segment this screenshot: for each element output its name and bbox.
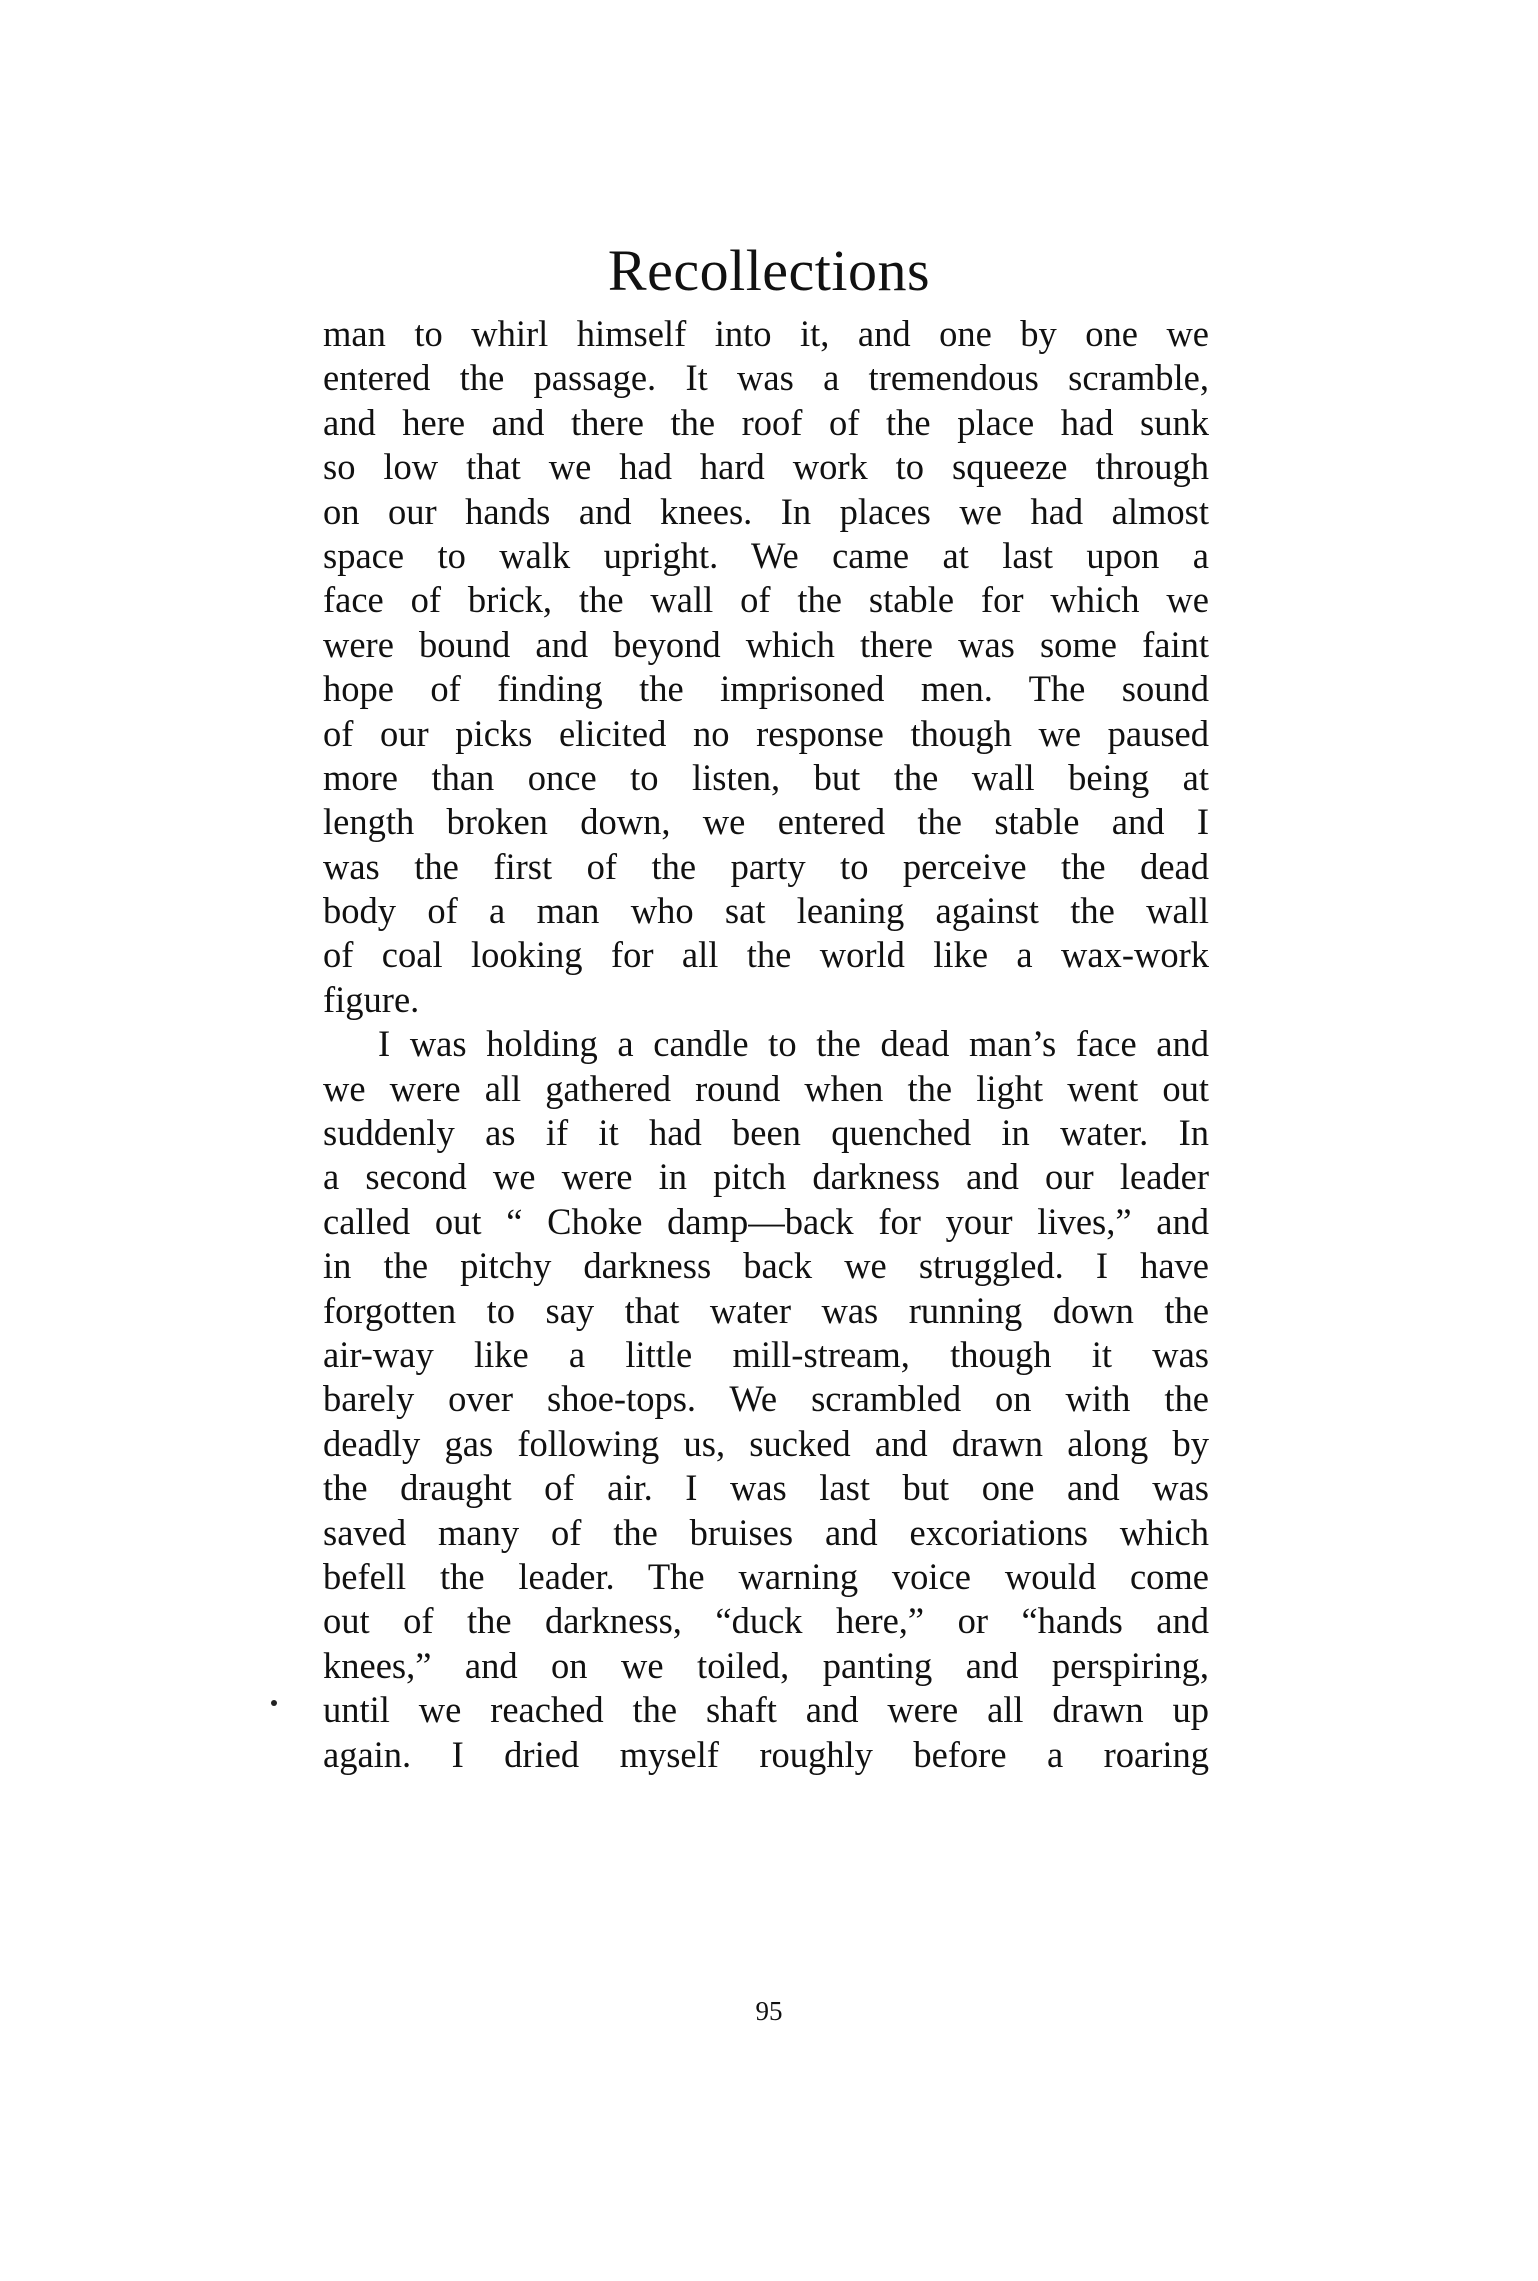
text-line: called out “ Choke damp—back for your lives,” and (323, 1200, 1209, 1242)
text-line: saved many of the bruises and excoriations which (323, 1511, 1209, 1553)
text-line: face of brick, the wall of the stable for which we (323, 579, 1209, 621)
text-line: was the first of the party to perceive the dead (323, 845, 1209, 887)
text-line: entered the passage. It was a tremendous scramble, (323, 357, 1209, 399)
text-line: in the pitchy darkness back we struggled. I have (323, 1245, 1209, 1287)
text-line: so low that we had hard work to squeeze through (323, 446, 1209, 488)
margin-dot (271, 1700, 277, 1706)
text-line: we were all gathered round when the light went out (323, 1067, 1209, 1109)
text-line: length broken down, we entered the stable and I (323, 801, 1209, 843)
running-head: Recollections (607, 238, 931, 303)
text-line: befell the leader. The warning voice would come (323, 1555, 1209, 1597)
body-text (323, 312, 1209, 1777)
text-line: a second we were in pitch darkness and our leader (323, 1156, 1209, 1198)
text-line: the draught of air. I was last but one and was (323, 1467, 1209, 1509)
text-line: on our hands and knees. In places we had almost (323, 490, 1209, 532)
text-line: again. I dried myself roughly before a roaring (323, 1733, 1209, 1775)
text-line: hope of finding the imprisoned men. The sound (323, 668, 1209, 710)
text-line: forgotten to say that water was running down the (323, 1289, 1209, 1331)
text-line: knees,” and on we toiled, panting and perspiring, (323, 1644, 1209, 1686)
text-line: man to whirl himself into it, and one by one we (323, 313, 1209, 354)
text-line: of coal looking for all the world like a wax-work (323, 934, 1209, 976)
text-line: space to walk upright. We came at last upon a (323, 534, 1209, 576)
text-line: were bound and beyond which there was some faint (323, 623, 1209, 665)
text-line: barely over shoe-tops. We scrambled on with the (323, 1378, 1209, 1420)
text-line: of our picks elicited no response though we paused (323, 712, 1209, 754)
text-line: air-way like a little mill-stream, though it was (323, 1333, 1209, 1375)
text-line: out of the darkness, “duck here,” or “hands and (323, 1600, 1209, 1642)
text-line-paragraph-start: I was holding a candle to the dead man’s face and (378, 1023, 1209, 1065)
text-line: suddenly as if it had been quenched in water. In (323, 1112, 1209, 1154)
page-number: 95 (755, 1996, 783, 2026)
text-line: figure. (323, 978, 420, 1020)
text-line: more than once to listen, but the wall being at (323, 756, 1209, 798)
text-line: deadly gas following us, sucked and drawn along by (323, 1422, 1209, 1464)
text-line: body of a man who sat leaning against the wall (323, 890, 1209, 932)
text-line: and here and there the roof of the place had sunk (323, 401, 1209, 443)
text-line: until we reached the shaft and were all drawn up (323, 1689, 1209, 1731)
